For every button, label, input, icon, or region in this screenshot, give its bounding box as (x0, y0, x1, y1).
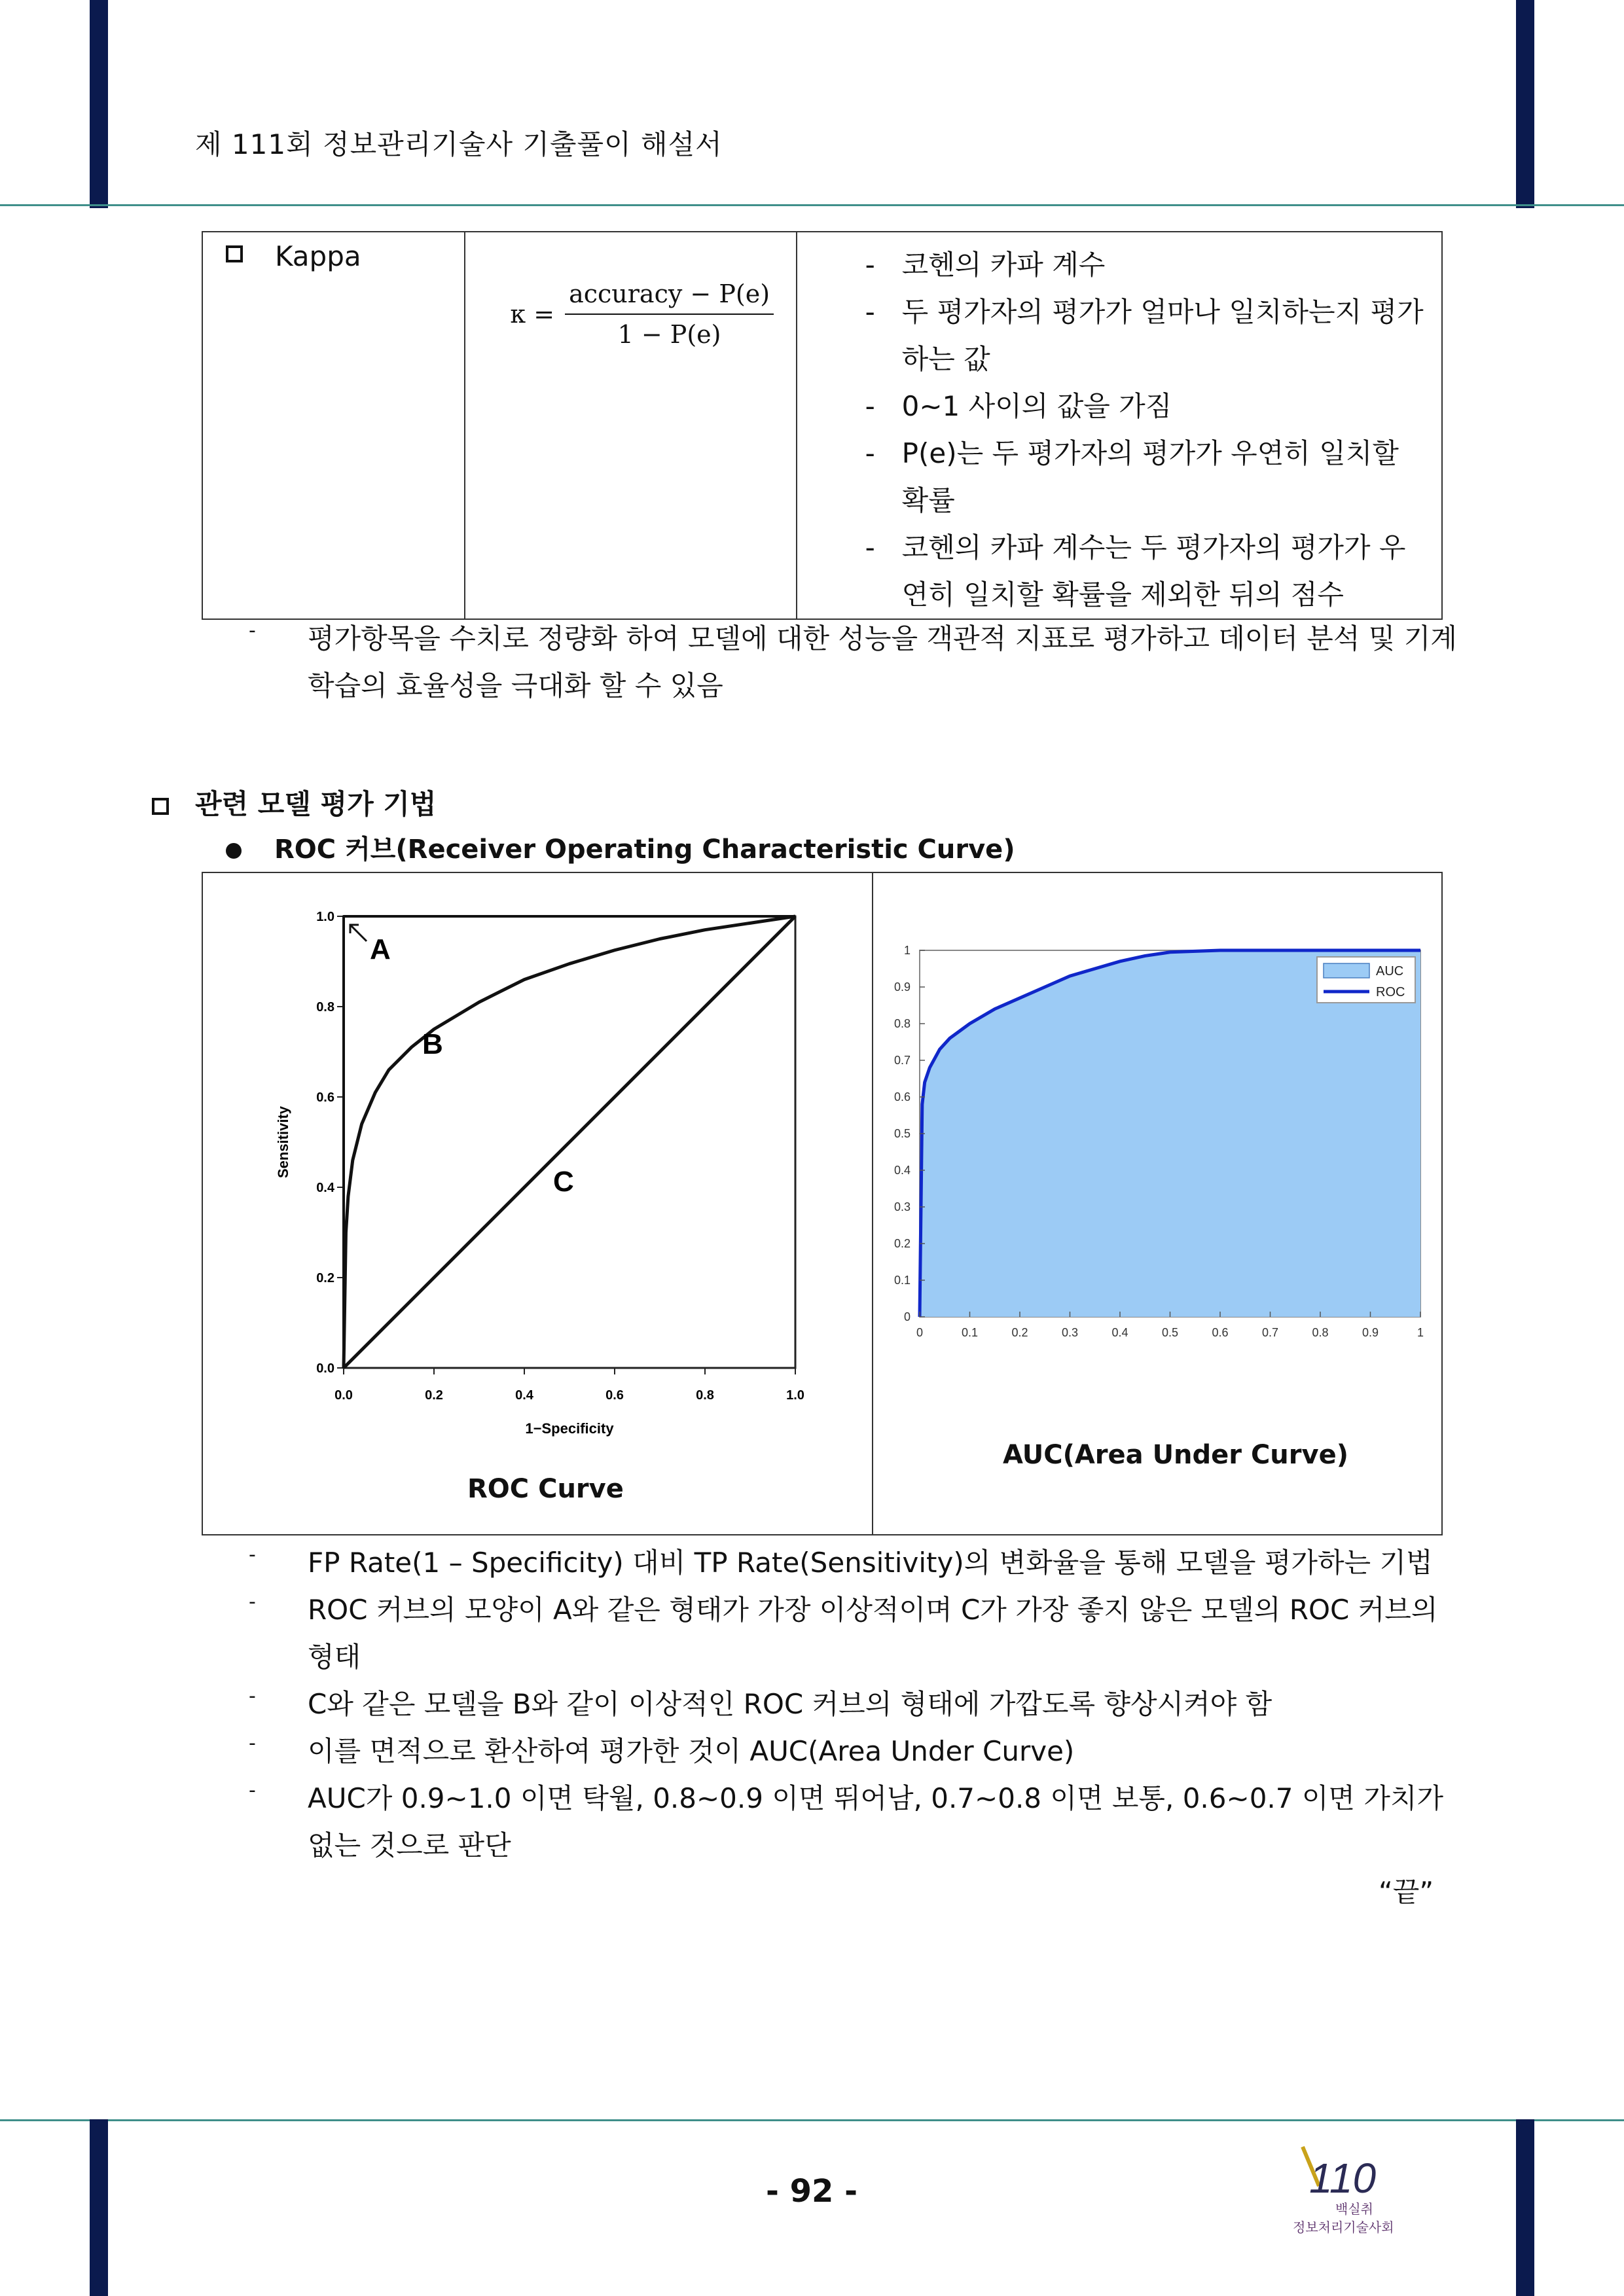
kappa-description-cell (797, 232, 1442, 619)
x-tick-label: 0.7 (1261, 1326, 1279, 1339)
list-item: - AUC가 0.9~1.0 이면 탁월, 0.8~0.9 이면 뛰어남, 0.7~0.8 이면 보통, 0.6~0.7 이면 가치가 없는 것으로 판단 (249, 1775, 1460, 1869)
formula-denominator: 1 − P(e) (617, 320, 721, 349)
logo-mark: 110 (1309, 2155, 1377, 2202)
auc-chart (884, 929, 1434, 1348)
kappa-name: Kappa (275, 240, 361, 272)
list-item: - FP Rate(1 – Specificity) 대비 TP Rate(Sensitivity)의 변화율을 통해 모델을 평가하는 기법 (249, 1539, 1460, 1587)
list-item: - ROC 커브의 모양이 A와 같은 형태가 가장 이상적이며 C가 가장 좋지 않은 모델의 ROC 커브의 형태 (249, 1587, 1460, 1681)
legend-auc-swatch (1324, 963, 1369, 978)
x-tick-label: 0.2 (425, 1388, 443, 1403)
left-top-bar (90, 0, 108, 208)
legend-auc-label: AUC (1376, 964, 1404, 978)
auc-legend (1317, 957, 1415, 1003)
kappa-formula-cell (465, 232, 796, 619)
section-heading: 관련 모델 평가 기법 (152, 783, 436, 822)
kappa-name-cell (202, 232, 465, 619)
list-item: - 이를 면적으로 환산하여 평가한 것이 AUC(Area Under Curve) (249, 1728, 1460, 1775)
legend-roc-label: ROC (1376, 985, 1405, 999)
arrow-icon (350, 925, 367, 941)
list-item: - C와 같은 모델을 B와 같이 이상적인 ROC 커브의 형태에 가깝도록 향상시켜야 함 (249, 1681, 1460, 1728)
x-tick-label: 0.4 (515, 1388, 533, 1403)
y-tick-label: 0.4 (893, 1164, 911, 1177)
curve-b-label: B (422, 1028, 443, 1060)
y-tick-label: 0.8 (893, 1017, 911, 1030)
list-item: - 코헨의 카파 계수 (797, 242, 1441, 289)
kappa-description-list (797, 242, 1441, 619)
y-tick-label: 0.0 (316, 1361, 334, 1376)
x-tick-label: 0.4 (1111, 1326, 1128, 1339)
y-tick-label: 0.6 (316, 1090, 334, 1105)
list-item: - 코헨의 카파 계수는 두 평가자의 평가가 우연히 일치할 확률을 제외한 뒤의 점수 (797, 524, 1441, 619)
list-item: - 0~1 사이의 값을 가짐 (797, 383, 1441, 430)
figure-divider (872, 872, 873, 1535)
x-tick-label: 0.5 (1161, 1326, 1179, 1339)
formula-lhs: κ = (510, 300, 555, 329)
roc-caption: ROC Curve (467, 1474, 624, 1504)
auc-area (920, 950, 1420, 1317)
roc-ylabel: Sensitivity (275, 1105, 291, 1179)
checkbox-bullet-icon (152, 798, 169, 815)
list-item: - 평가항목을 수치로 정량화 하여 모델에 대한 성능을 객관적 지표로 평가하고 데이터 분석 및 기계 학습의 효율성을 극대화 할 수 있음 (249, 615, 1460, 709)
y-tick-label: 0.2 (893, 1237, 911, 1250)
roc-chart (249, 890, 825, 1453)
right-bottom-bar (1516, 2119, 1534, 2296)
y-tick-label: 0.6 (893, 1090, 911, 1103)
list-item: - P(e)는 두 평가자의 평가가 우연히 일치할 확률 (797, 430, 1441, 524)
formula-numerator: accuracy − P(e) (565, 279, 774, 315)
logo-subtitle: 백실취 (1335, 2202, 1373, 2217)
y-tick-label: 1 (903, 944, 911, 957)
y-tick-label: 0.4 (316, 1181, 334, 1195)
x-tick-label: 0 (916, 1326, 924, 1339)
roc-xlabel: 1−Specificity (525, 1420, 614, 1437)
x-tick-label: 0.0 (334, 1388, 353, 1403)
explanation-notes (249, 1539, 1460, 1869)
bullet-icon (226, 843, 242, 859)
x-tick-label: 0.6 (605, 1388, 624, 1403)
x-tick-label: 0.3 (1061, 1326, 1079, 1339)
x-tick-label: 0.8 (696, 1388, 714, 1403)
y-tick-label: 0 (903, 1310, 911, 1323)
checkbox-bullet-icon (226, 245, 243, 262)
bullet-heading: ROC 커브(Receiver Operating Characteristic Curve) (226, 829, 1015, 866)
publisher-logo (1283, 2140, 1414, 2245)
after-table-notes (249, 615, 1460, 709)
y-tick-label: 0.1 (893, 1274, 911, 1287)
logo-caption: 정보처리기술사회 (1293, 2221, 1394, 2235)
x-tick-label: 1 (1416, 1326, 1424, 1339)
auc-caption: AUC(Area Under Curve) (1003, 1440, 1348, 1470)
x-tick-label: 0.2 (1011, 1326, 1028, 1339)
curve-c-label: C (553, 1166, 574, 1198)
y-tick-label: 0.2 (316, 1271, 334, 1285)
x-tick-label: 0.9 (1362, 1326, 1379, 1339)
x-tick-label: 0.6 (1212, 1326, 1229, 1339)
y-tick-label: 0.5 (893, 1127, 911, 1140)
right-top-bar (1516, 0, 1534, 208)
footer-divider (0, 2119, 1624, 2121)
document-title: 제 111회 정보관리기술사 기출풀이 해설서 (195, 128, 723, 160)
y-tick-label: 1.0 (316, 910, 334, 924)
list-item: - 두 평가자의 평가가 얼마나 일치하는지 평가하는 값 (797, 289, 1441, 383)
end-mark: “끝” (1379, 1876, 1434, 1908)
y-tick-label: 0.7 (893, 1054, 911, 1067)
x-tick-label: 1.0 (786, 1388, 804, 1403)
kappa-formula (510, 279, 795, 349)
page-number: - 92 - (766, 2173, 858, 2210)
left-bottom-bar (90, 2119, 108, 2296)
x-tick-label: 0.8 (1312, 1326, 1329, 1339)
y-tick-label: 0.8 (316, 1000, 334, 1014)
kappa-table (202, 231, 1443, 620)
x-tick-label: 0.1 (961, 1326, 979, 1339)
curve-a-label: A (370, 933, 391, 965)
y-tick-label: 0.3 (893, 1200, 911, 1213)
roc-series-c (344, 916, 795, 1368)
header-divider (0, 204, 1624, 206)
y-tick-label: 0.9 (893, 980, 911, 994)
